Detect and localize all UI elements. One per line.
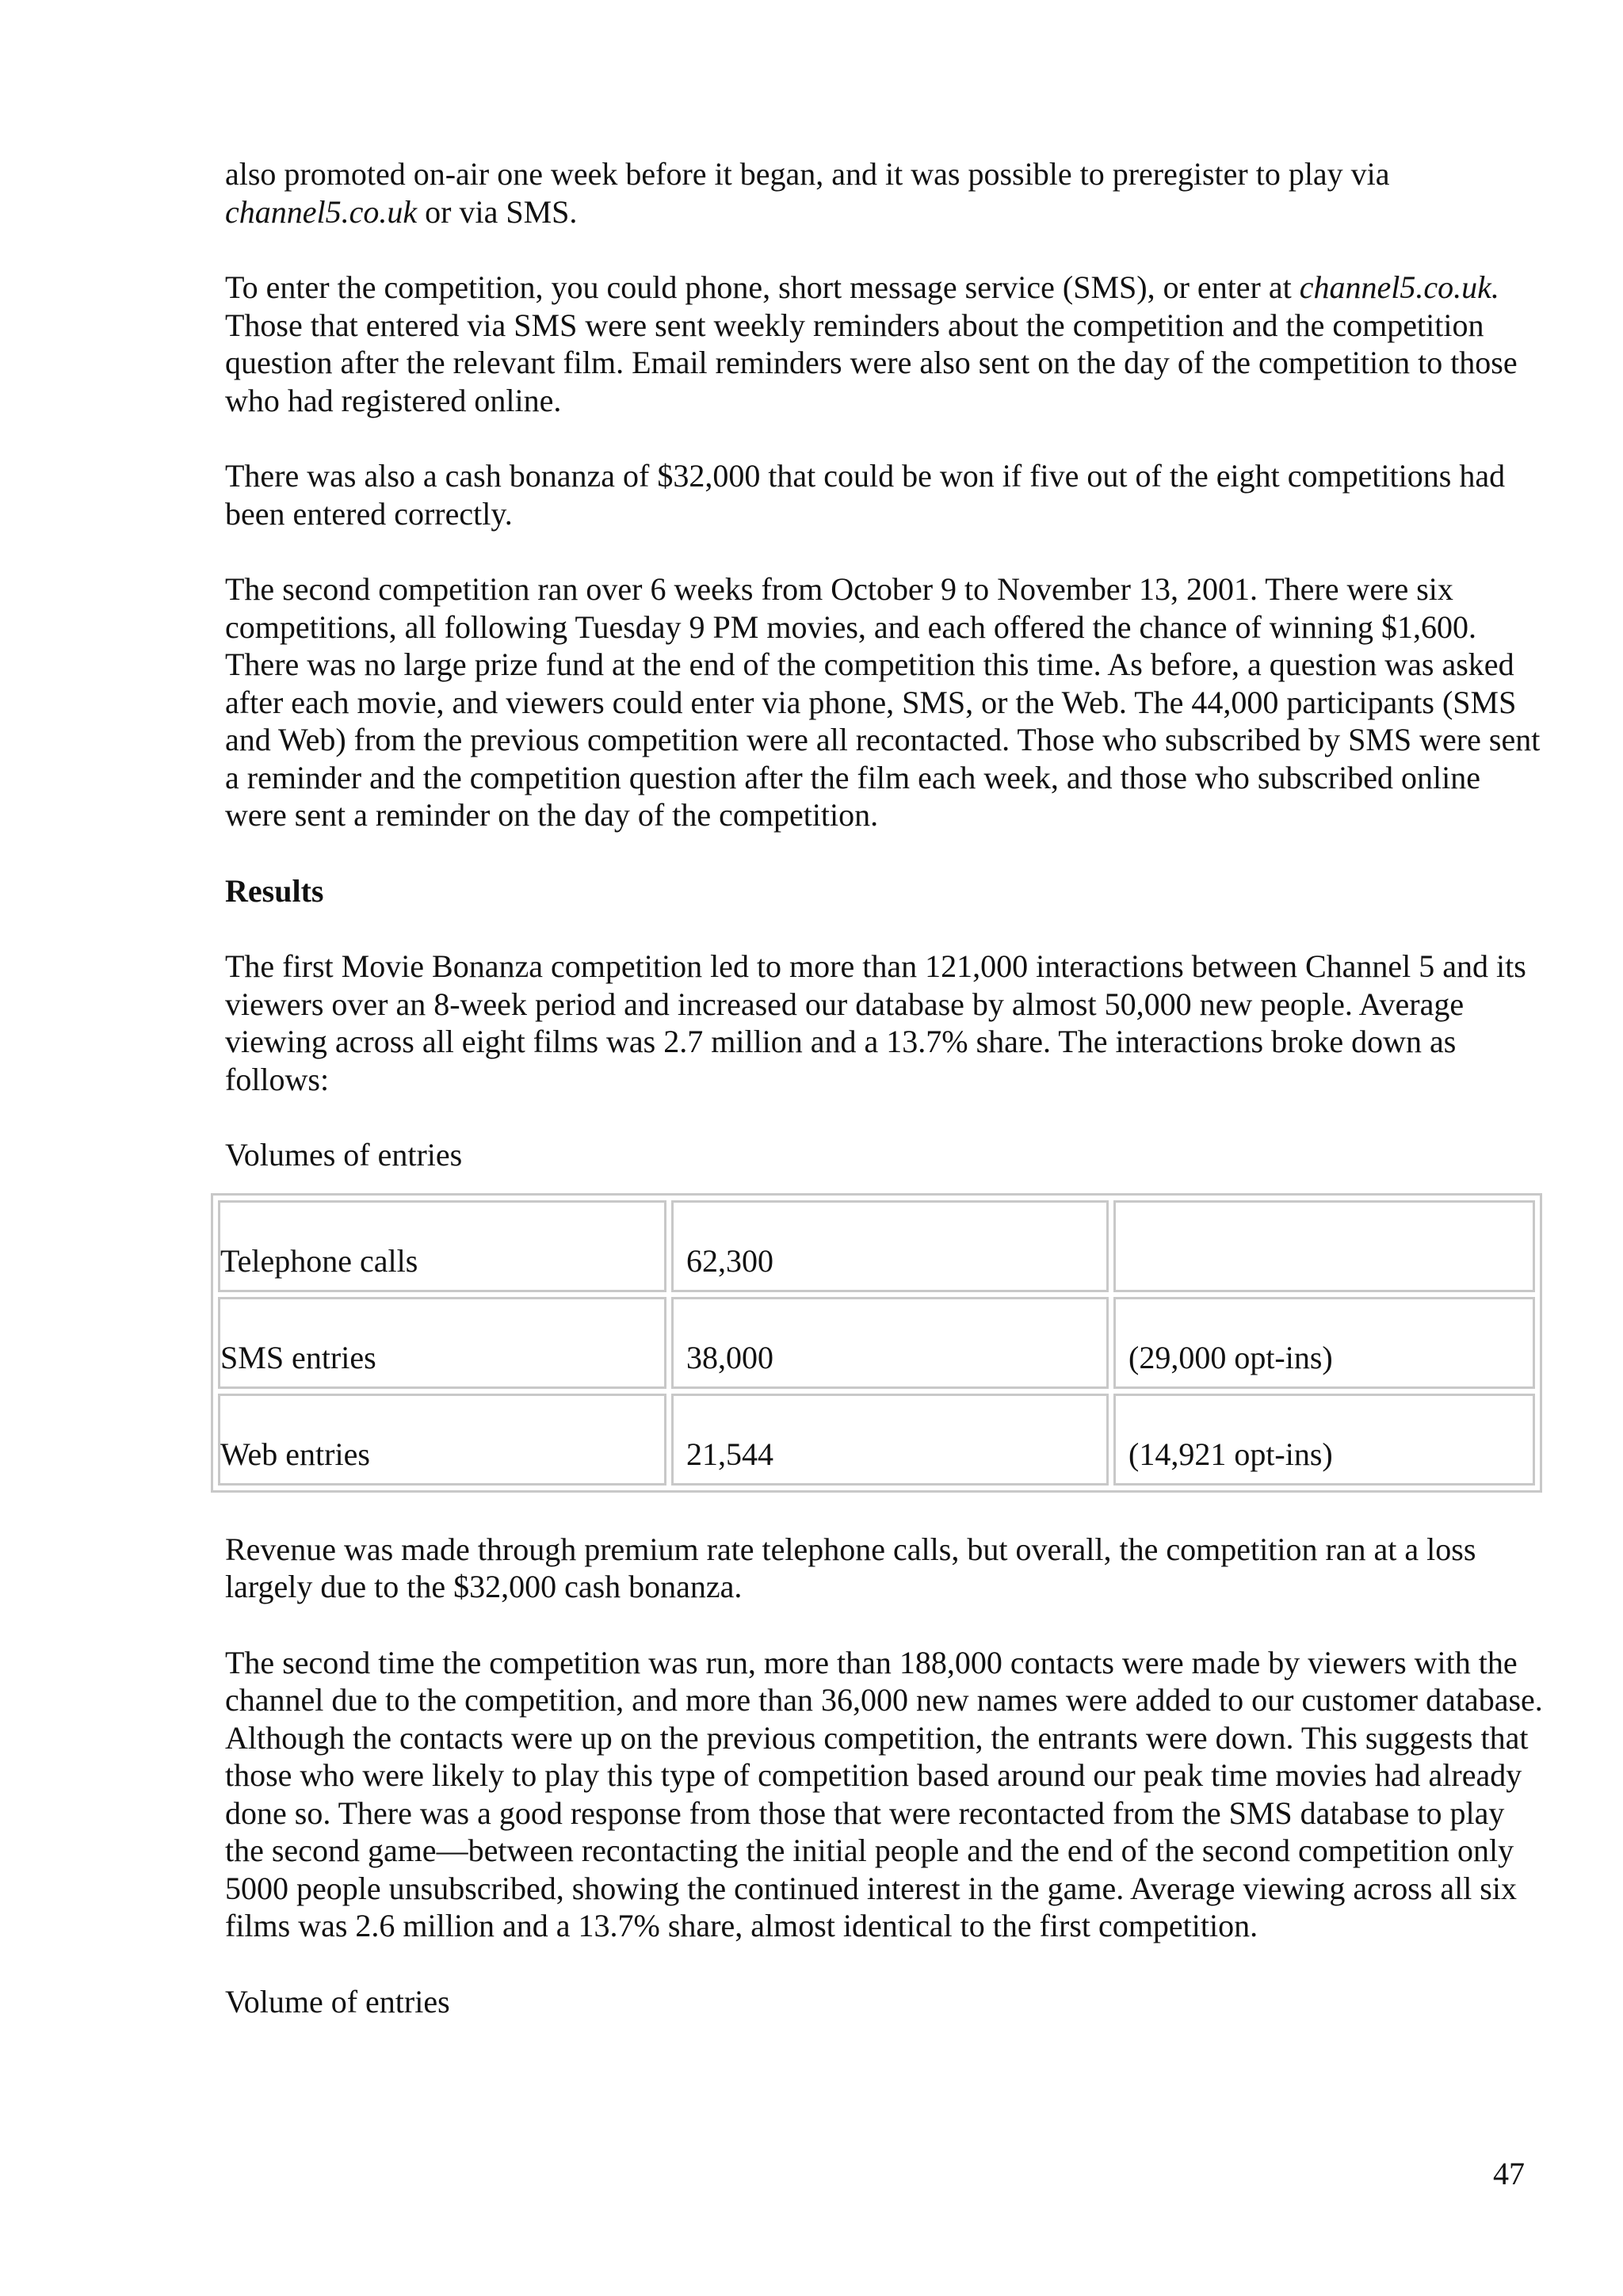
- table-row: [218, 1394, 1535, 1486]
- heading-results: Results: [225, 872, 324, 909]
- text-run: To enter the competition, you could phone, short message service (SMS), or enter at: [225, 269, 1300, 305]
- text-run: Those that entered via SMS were sent weekly reminders about the competition and the competition question after the relevant film. Email reminders were also sent on the day of the competition to those who had registered online.: [225, 307, 1518, 418]
- website-reference: channel5.co.uk.: [1299, 269, 1499, 305]
- label-volume-of-entries: Volume of entries: [225, 1983, 450, 2019]
- paragraph-results-first: The first Movie Bonanza competition led to more than 121,000 interactions between Channel 5 and its viewers over an 8-week period and increased our database by almost 50,000 new people. Average viewing across all eight films was 2.7 million and a 13.7% share. The interactions broke down as follows:: [225, 948, 1526, 1097]
- paragraph-preregister: [225, 155, 1549, 231]
- entry-count-cell: 21,544: [671, 1394, 1109, 1486]
- paragraph-second-time: The second time the competition was run, more than 188,000 contacts were made by viewers with the channel due to the competition, and more than 36,000 new names were added to our customer database. Although the contacts were up on the previous competition, the entrants were down. This suggests that those who were likely to play this type of competition based around our peak time movies had already done so. There was a good response from those that were recontacted from the SMS database to play the second game—between recontacting the initial people and the end of the second competition only 5000 people unsubscribed, showing the continued interest in the game. Average viewing across all six films was 2.6 million and a 13.7% share, almost identical to the first competition.: [225, 1644, 1543, 1943]
- label-volumes-of-entries: Volumes of entries: [225, 1137, 463, 1173]
- entry-count-cell: 62,300: [671, 1200, 1109, 1292]
- entry-type-cell: Telephone calls: [218, 1200, 666, 1292]
- entry-note-cell: (14,921 opt-ins): [1113, 1394, 1535, 1486]
- entry-note-cell: [1113, 1200, 1535, 1292]
- entries-table: [211, 1193, 1542, 1493]
- paragraph-second-competition: The second competition ran over 6 weeks from October 9 to November 13, 2001. There were six competitions, all following Tuesday 9 PM movies, and each offered the chance of winning $1,600. There was no large prize fund at the end of the competition this time. As before, a question was asked after each movie, and viewers could enter via phone, SMS, or the Web. The 44,000 participants (SMS and Web) from the previous competition were all recontacted. Those who subscribed by SMS were sent a reminder and the competition question after the film each week, and those who subscribed online were sent a reminder on the day of the competition.: [225, 571, 1541, 833]
- entry-type-cell: SMS entries: [218, 1297, 666, 1389]
- table-row: [218, 1200, 1535, 1292]
- entry-count-cell: 38,000: [671, 1297, 1109, 1389]
- paragraph-revenue: Revenue was made through premium rate telephone calls, but overall, the competition ran at a loss largely due to the $32,000 cash bonanza.: [225, 1531, 1476, 1604]
- document-page: [220, 155, 1549, 2058]
- text-run: also promoted on-air one week before it began, and it was possible to preregister to play via: [225, 156, 1390, 192]
- paragraph-cash-bonanza: There was also a cash bonanza of $32,000 that could be won if five out of the eight competitions had been entered correctly.: [225, 458, 1506, 532]
- entry-type-cell: Web entries: [218, 1394, 666, 1486]
- table-row: [218, 1297, 1535, 1389]
- paragraph-enter-competition: [225, 269, 1549, 419]
- text-run: or via SMS.: [417, 193, 578, 230]
- entry-note-cell: (29,000 opt-ins): [1113, 1297, 1535, 1389]
- website-reference: channel5.co.uk: [225, 193, 418, 230]
- page-number: 47: [1493, 2156, 1525, 2191]
